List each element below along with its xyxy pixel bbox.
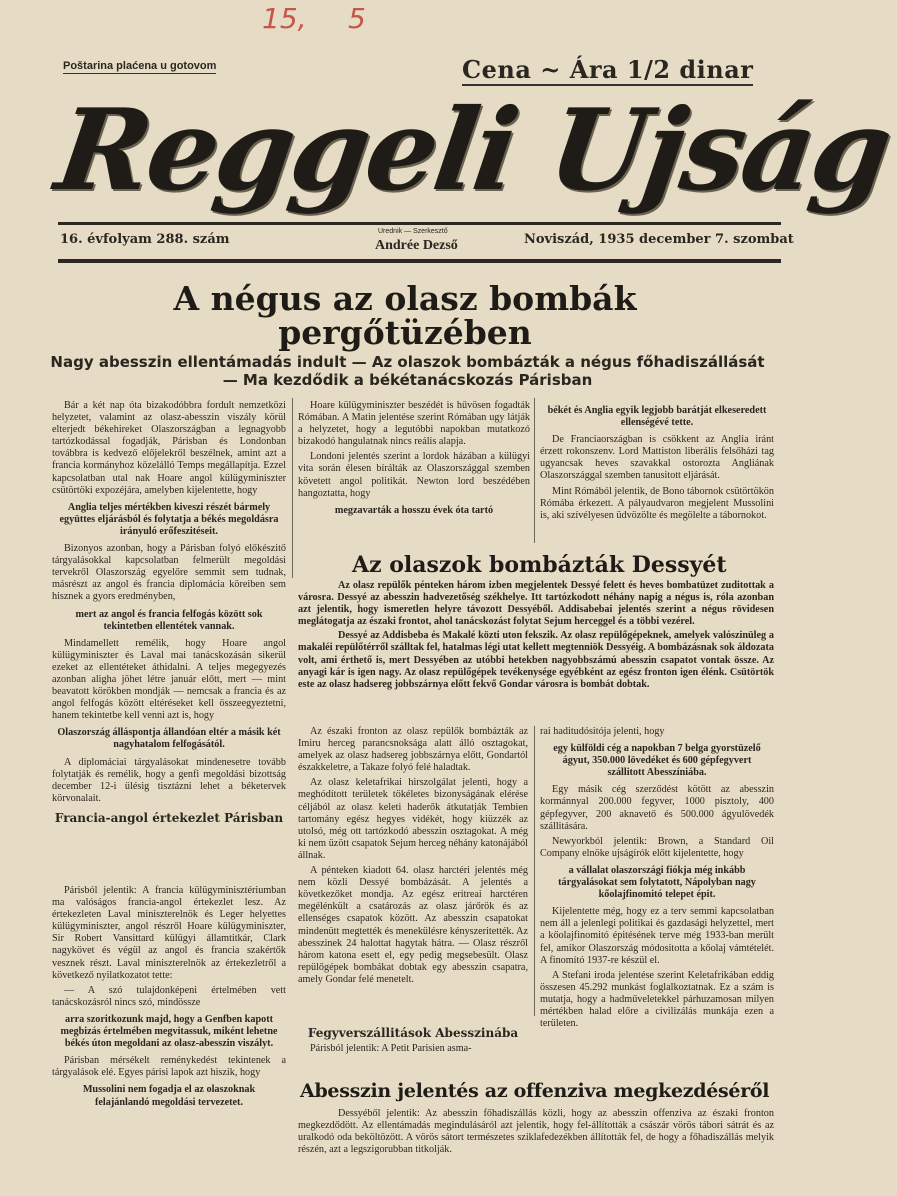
column-divider	[534, 726, 535, 1016]
column-divider	[534, 398, 535, 543]
emphasis-paragraph: Az olasz repülők pénteken három izben megjelentek Dessyé felett és heves bombatüzet zuditottak a városra. Dessyé az abesszin hadvezetőség székhelye. Itt tartózkodott néhány napig a négus is, róla azonban azt jelentik, hogy ismeretlen helyre távozott Dessyéből. Addisabebai jelentés szerint a négus rövidesen meglátogatja az északi frontot, ahol tanácskozást folytat Sejum herceggel és a többi vezérel.	[298, 580, 774, 628]
paragraph: Newyorkból jelentik: Brown, a Standard Oil Company elnöke ujságírók előtt kijelentette, hogy	[540, 835, 774, 859]
issue-number: 16. évfolyam 288. szám	[60, 232, 230, 247]
rule-bottom	[58, 259, 781, 263]
paragraph: Az északi fronton az olasz repülők bombázták az Imiru herceg parancsnoksága alatt álló osztagokat, amelyek az olasz hadsereg jobbszárnya előtt, Gondartól északkeletre, a Takaze folyó felé haladtak.	[298, 726, 528, 774]
dessye-lead	[298, 580, 774, 720]
postage-note: Poštarina plaćena u gotovom	[63, 60, 217, 72]
column-2-middle	[298, 726, 528, 1016]
emphasis-paragraph: Olaszország álláspontja állandóan eltér a másik két nagyhatalom felfogásától.	[57, 727, 281, 751]
place-date: Noviszád, 1935 december 7. szombat	[524, 232, 794, 247]
section-subhead: Fegyverszállitások Abesszinába	[307, 1026, 519, 1040]
main-headline-line1: A négus az olasz bombák	[173, 279, 637, 318]
main-subhead: Nagy abesszin ellentámadás indult — Az olaszok bombázták a négus főhadiszállását — Ma kezdődik a békétanácskozás Párisban	[50, 353, 765, 389]
emphasis-paragraph: a vállalat olaszországi fiókja még inkább tárgyalásokat sem folytatott, Nápolyban nagy kőolajfinomitó telepet épit.	[558, 864, 756, 901]
pencil-mark-1: 15,	[262, 2, 307, 35]
paragraph: Kijelentette még, hogy ez a terv semmi kapcsolatban nem áll a jelenlegi politikai és gazdasági helyzettel, mert a kőolajfinomitó épitésének terve még 1933-ban merült fel, amikor Olaszország módositotta a kőolaj vámtételét. A finomító 1937-re készül el.	[540, 906, 774, 966]
emphasis-paragraph: megzavarták a hosszu évek óta tartó	[334, 504, 494, 516]
paragraph: Egy másik cég szerződést kötött az abesszin kormánnyal 200.000 fegyver, 1000 pisztoly, 400 gépfegyver, 200 aknavető és 500.000 ágyulövedék szállitására.	[540, 784, 774, 832]
column-2-top	[298, 400, 530, 548]
paragraph: Párisból jelentik: A Petit Parisien asma-	[310, 1043, 472, 1054]
paragraph: Dessyéből jelentik: Az abesszin főhadiszállás közli, hogy az abesszin offenziva az északi fronton megkezdődött. Az ellentámadás megindulásáról azt jelentik, hogy fel-állították a császár vörös tábori sátrát és az uralkodó oda beköltözött. A vörös sátort természetes sziklafedezékben állították fel, de hogy a főhadiszállás melyik részén, azt a legszigorubban titkolják.	[298, 1108, 774, 1156]
paragraph: De Franciaországban is csökkent az Anglia iránt érzett rokonszenv. Lord Mattiston liberális felsőházi tag ugyancsak heves szavakkal ostorozta Angliának Olaszországgal szemben tanusitott eljárását.	[540, 434, 774, 482]
paragraph: A pénteken kiadott 64. olasz harctéri jelentés még nem közli Dessyé bombázását. A jelentés a következőket mondja. Az egész eritreai harctéren megélénkült a csatározás az olasz járőrök és az ellenséges csapatok között. Az abesszin csapatokat mindenütt megtették és menekülésre kényszeritették. Az abesszinek 24 halottat hagytak hátra. — Olasz részről három katona esett el, egy pedig megsebesült. Olasz repülőgépek bombákat dobtak egy abesszin csapatra, amely Gondar felé menetelt.	[298, 865, 528, 985]
price-banner: Cena ~ Ára 1/2 dinar	[462, 55, 754, 84]
emphasis-paragraph: mert az angol és francia felfogás között sok tekintetben ellentétek vannak.	[75, 608, 263, 632]
column-divider	[292, 398, 293, 578]
column-1-continued	[52, 885, 286, 1173]
emphasis-paragraph: Dessyé az Addisbeba és Makalé közti uton fekszik. Az olasz repülőgépeknek, amelyek valószinüleg a makaléi repülőtérről szálltak fel, hatalmas légi utat kellett megtenniök Dessyéig. A bombázásnak sok áldozata volt, ami érthető is, mert Dessyében az utóbbi hetekben nagyobbszámú abesszin csapatot vontak össze. Az anyagi kár is igen nagy. Az olasz repülőgépek tevékenysége egyébként az egész fronton igen élénk. Csütörtök este az olasz hadsereg jobbszárnya előtt fekvő Gondar városra is bombát dobtak.	[298, 630, 774, 690]
paragraph: Bár a két nap óta bizakodóbbra fordult nemzetközi helyzetet, valamint az olasz-abesszin viszály körül elterjedt békehireket Olaszországban a legnagyobb tartózkodással fogadják, Párisban és Londonban továbbra is kedvező előjelekről beszélnek, amint azt a francia kormányhoz közelálló Temps megállapítja. Ezzel kapcsolatban utal nak Hoare angol külügyminiszter csütörtöki expozéjára, amelyben kijelentette, hogy	[52, 400, 286, 496]
emphasis-paragraph: Mussolini nem fogadja el az olaszoknak felajánlandó megoldási tervezetet.	[82, 1084, 256, 1108]
paragraph: Az olasz keletafrikai hirszolgálat jelenti, hogy a meghódított területek tökéletes bizonyságának elérése céljából az olasz keleti haderők átkutatják Tembien tartomány egész hegyes vidékét, hogy kiüzzék az utolsó, még ott tartózkodó abesszin osztagokat. A még ki nem üzött csapatok Sejum herceg néhány katonájából állnak.	[298, 777, 528, 861]
column-3-middle	[540, 726, 774, 1072]
emphasis-paragraph: békét és Anglia egyik legjobb barátját elkeseredett ellenségévé tette.	[547, 405, 767, 429]
editor-label: Urednik — Szerkesztő	[378, 228, 448, 235]
rule-top	[58, 222, 781, 225]
dessye-headline: Az olaszok bombázták Dessyét	[352, 552, 727, 578]
paragraph: Bizonyos azonban, hogy a Párisban folyó előkészitő tárgyalásokkal kapcsolatban felmerült megoldási tervekről Olaszország egyelőre semmit sem tudnak, másrészt az angol és francia diplomácia köreiben sem hisznek a gyors eredményben,	[52, 543, 286, 603]
masthead-title: Reggeli Ujság	[48, 85, 897, 216]
column-1	[52, 400, 286, 880]
editor-name: Andrée Dezső	[375, 238, 458, 253]
pencil-mark-2: 5	[348, 2, 366, 35]
paragraph: Hoare külügyminiszter beszédét is hűvösen fogadták Rómában. A Matin jelentése szerint Rómában ugy látják a helyzetet, hogy a legutóbbi napokban mutatkozó bizakodó hangulatnak nincs reális alapja.	[298, 400, 530, 448]
section-subhead: Francia-angol értekezlet Párisban	[54, 810, 284, 825]
offensive-headline: Abesszin jelentés az offenziva megkezdéséről	[300, 1080, 770, 1102]
paragraph: rai haditudósitója jelenti, hogy	[540, 726, 665, 737]
emphasis-paragraph: arra szoritkozunk majd, hogy a Genfben kapott megbizás értelmében megvitassuk, miként lehetne békés úton megoldani az olasz-abesszin viszályt.	[60, 1013, 278, 1050]
offensive-text	[298, 1108, 774, 1174]
paragraph: Mindamellett remélik, hogy Hoare angol külügyminiszter és Laval mai tanácskozásán sikerül ezeket az ellentéteket áthidalni. A teljes megegyezés azonban aligha jöhet létre január előtt, mert — mint beavatott körökben mondják — nemcsak a francia és az angol felfogás között eltéréseket kell összeegyeztetni, hanem tekintetbe kell venni azt is, hogy	[52, 637, 286, 722]
paragraph: Párisból jelentik: A francia külügyminisztériumban ma valóságos francia-angol értekezlet lesz. Az értekezleten Laval miniszterelnök és Leger helyettes külügyminiszter, angol részről Hoare külügyminiszter, Sir Robert Vansittard külügyi államtitkár, Clark nagykövet és végül az angol és francia szakértők vesznek részt. Laval miniszterelnök az értekezletről a következő nyilatkozatot tette:	[52, 885, 286, 981]
paragraph: Mint Rómából jelentik, de Bono tábornok csütörtökön Rómába érkezett. A pályaudvaron megjelent Mussolini is, aki szívélyesen üdvözölte és megölelte a tábornokot.	[540, 485, 774, 521]
paragraph: A diplomáciai tárgyalásokat mindenesetre tovább folytatják és remélik, hogy a genfi megoldási bizottság december 12-i ülésig tisztázni lehet a béketervek körvonalait.	[52, 756, 286, 804]
paragraph: A Stefani iroda jelentése szerint Keletafrikában eddig összesen 45.292 munkást foglalkoztatnak. Ez a szám is mutatja, hogy a hadműveletekkel párhuzamosan milyen mértékben halad előre a civilizálás munkája ezen a területen.	[540, 969, 774, 1030]
paragraph: Párisban mérsékelt reménykedést tekintenek a tárgyalások elé. Egyes párisi lapok azt hiszik, hogy	[52, 1055, 286, 1079]
column-3-top	[540, 400, 774, 548]
paragraph: Londoni jelentés szerint a lordok házában a külügyi vita során élesen bírálták az Olaszországgal szemben követett angol politikát. Newton lord beszédében hangoztatta, hogy	[298, 451, 530, 499]
main-headline-line2: pergőtüzében	[278, 313, 532, 352]
column-2-bottom	[298, 1020, 528, 1072]
emphasis-paragraph: egy külföldi cég a napokban 7 belga gyorstüzelő ágyut, 350.000 lövedéket és 600 gépfegyvert szállitott Abesszíniába.	[553, 743, 761, 779]
emphasis-paragraph: Anglia teljes mértékben kiveszi részét bármely együttes eljárásból és folytatja a békés megoldásra irányuló erőfeszitéseit.	[59, 501, 279, 537]
paragraph: — A szó tulajdonképeni értelmében vett tanácskozásról nincs szó, mindössze	[52, 984, 286, 1008]
